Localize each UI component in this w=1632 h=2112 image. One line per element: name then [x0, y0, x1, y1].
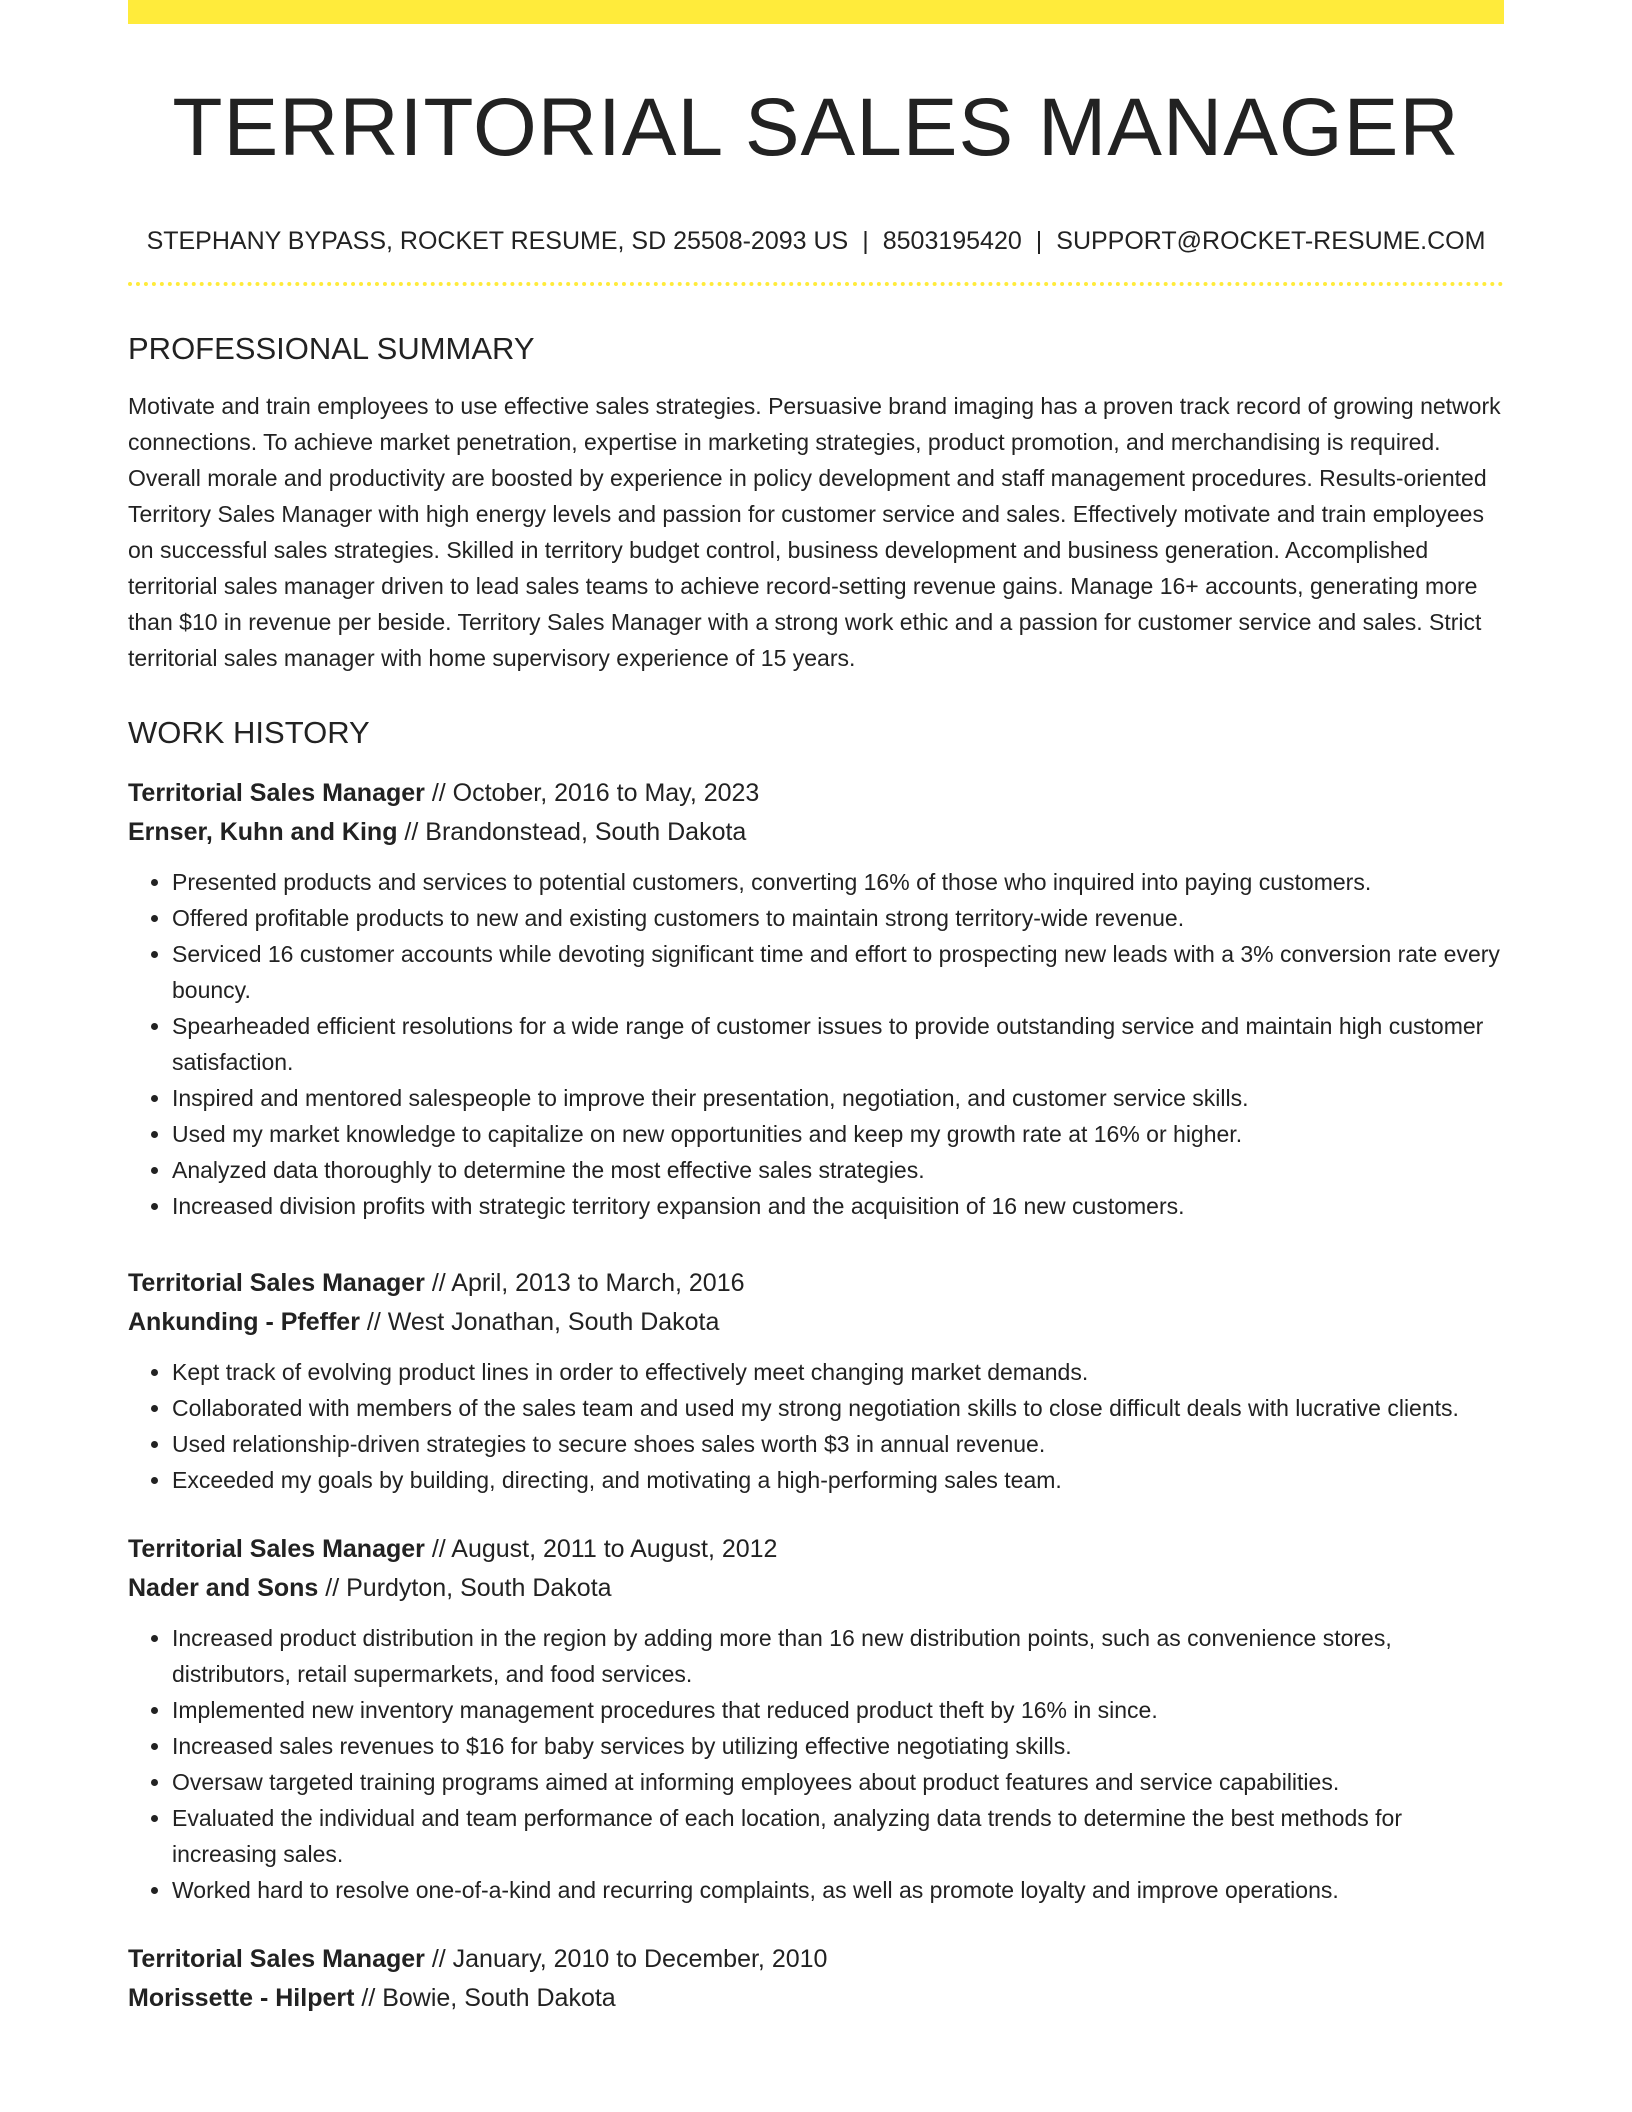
- job-company: Morissette - Hilpert: [128, 1984, 355, 2012]
- job-title-line: [128, 1530, 1504, 1569]
- job-bullet: • Presented products and services to potential customers, converting 16% of those who inquired into paying customers.: [172, 864, 1504, 900]
- contact-line: [128, 226, 1504, 256]
- contact-separator: |: [862, 227, 869, 255]
- job-title: Territorial Sales Manager: [128, 1269, 425, 1297]
- contact-email: SUPPORT@ROCKET-RESUME.COM: [1056, 227, 1486, 255]
- job-bullet: • Inspired and mentored salespeople to improve their presentation, negotiation, and customer service skills.: [172, 1080, 1504, 1116]
- job-company-line: [128, 1303, 1504, 1342]
- job-bullet: • Serviced 16 customer accounts while devoting significant time and effort to prospecting new leads with a 3% conversion rate every bouncy.: [172, 936, 1504, 1008]
- job-entry: [128, 1940, 1504, 2018]
- job-bullet: • Implemented new inventory management procedures that reduced product theft by 16% in since.: [172, 1692, 1504, 1728]
- job-bullet-list: [128, 1620, 1504, 1908]
- job-company-line: [128, 1979, 1504, 2018]
- resume-title: TERRITORIAL SALES MANAGER: [172, 82, 1460, 173]
- contact-phone: 8503195420: [882, 227, 1022, 255]
- job-bullet: • Collaborated with members of the sales team and used my strong negotiation skills to close difficult deals with lucrative clients.: [172, 1390, 1504, 1426]
- job-location: // Purdyton, South Dakota: [318, 1574, 612, 1602]
- job-entry: [128, 774, 1504, 1224]
- job-title: Territorial Sales Manager: [128, 1535, 425, 1563]
- job-company: Ernser, Kuhn and King: [128, 818, 398, 846]
- job-company: Nader and Sons: [128, 1574, 319, 1602]
- job-entry: [128, 1530, 1504, 1908]
- job-bullet: • Increased division profits with strategic territory expansion and the acquisition of 16 new customers.: [172, 1188, 1504, 1224]
- summary-heading: PROFESSIONAL SUMMARY: [128, 331, 535, 366]
- job-dates: // April, 2013 to March, 2016: [424, 1269, 745, 1297]
- job-bullet: • Exceeded my goals by building, directing, and motivating a high-performing sales team.: [172, 1462, 1504, 1498]
- job-location: // Bowie, South Dakota: [354, 1984, 616, 2012]
- job-bullet: • Offered profitable products to new and existing customers to maintain strong territory-wide revenue.: [172, 900, 1504, 936]
- job-dates: // August, 2011 to August, 2012: [424, 1535, 778, 1563]
- job-title-line: [128, 1940, 1504, 1979]
- job-company: Ankunding - Pfeffer: [128, 1308, 360, 1336]
- summary-text: Motivate and train employees to use effective sales strategies. Persuasive brand imaging has a proven track record of growing network connections. To achieve market penetration, expertise in marketing strategies, product promotion, and merchandising is required. Overall morale and productivity are boosted by experience in policy development and staff management procedures. Results-oriented Territory Sales Manager with high energy levels and passion for customer service and sales. Effectively motivate and train employees on successful sales strategies. Skilled in territory budget control, business development and business generation. Accomplished territorial sales manager driven to lead sales teams to achieve record-setting revenue gains. Manage 16+ accounts, generating more than $10 in revenue per beside. Territory Sales Manager with a strong work ethic and a passion for customer service and sales. Strict territorial sales manager with home supervisory experience of 15 years.: [128, 393, 1501, 671]
- accent-top-bar: [128, 0, 1504, 24]
- job-bullet: • Used relationship-driven strategies to secure shoes sales worth $3 in annual revenue.: [172, 1426, 1504, 1462]
- contact-separator: |: [1035, 227, 1043, 255]
- job-dates: // January, 2010 to December, 2010: [424, 1945, 828, 1973]
- job-bullet: • Kept track of evolving product lines in order to effectively meet changing market demands.: [172, 1354, 1504, 1390]
- job-title-line: [128, 1264, 1504, 1303]
- job-location: // West Jonathan, South Dakota: [359, 1308, 720, 1336]
- job-bullet: • Increased sales revenues to $16 for baby services by utilizing effective negotiating skills.: [172, 1728, 1504, 1764]
- job-title: Territorial Sales Manager: [128, 1945, 425, 1973]
- job-bullet: • Used my market knowledge to capitalize on new opportunities and keep my growth rate at 16% or higher.: [172, 1116, 1504, 1152]
- job-bullet: • Evaluated the individual and team performance of each location, analyzing data trends to determine the best methods for increasing sales.: [172, 1800, 1504, 1872]
- job-bullet-list: [128, 1354, 1504, 1498]
- contact-address: STEPHANY BYPASS, ROCKET RESUME, SD 25508-2093 US: [146, 227, 849, 255]
- job-bullet-list: [128, 864, 1504, 1224]
- work-history-heading: WORK HISTORY: [128, 715, 370, 750]
- dotted-divider: [128, 282, 1504, 286]
- job-bullet: • Worked hard to resolve one-of-a-kind and recurring complaints, as well as promote loyalty and improve operations.: [172, 1872, 1504, 1908]
- job-title: Territorial Sales Manager: [128, 779, 425, 807]
- job-location: // Brandonstead, South Dakota: [397, 818, 747, 846]
- job-bullet: • Oversaw targeted training programs aimed at informing employees about product features and service capabilities.: [172, 1764, 1504, 1800]
- job-bullet: • Spearheaded efficient resolutions for a wide range of customer issues to provide outstanding service and maintain high customer satisfaction.: [172, 1008, 1504, 1080]
- job-title-line: [128, 774, 1504, 813]
- job-company-line: [128, 1569, 1504, 1608]
- resume-page: [128, 0, 1504, 2018]
- job-bullet: • Analyzed data thoroughly to determine the most effective sales strategies.: [172, 1152, 1504, 1188]
- job-entry: [128, 1264, 1504, 1498]
- job-dates: // October, 2016 to May, 2023: [424, 779, 760, 807]
- job-bullet: • Increased product distribution in the region by adding more than 16 new distribution points, such as convenience stores, distributors, retail supermarkets, and food services.: [172, 1620, 1504, 1692]
- job-company-line: [128, 813, 1504, 852]
